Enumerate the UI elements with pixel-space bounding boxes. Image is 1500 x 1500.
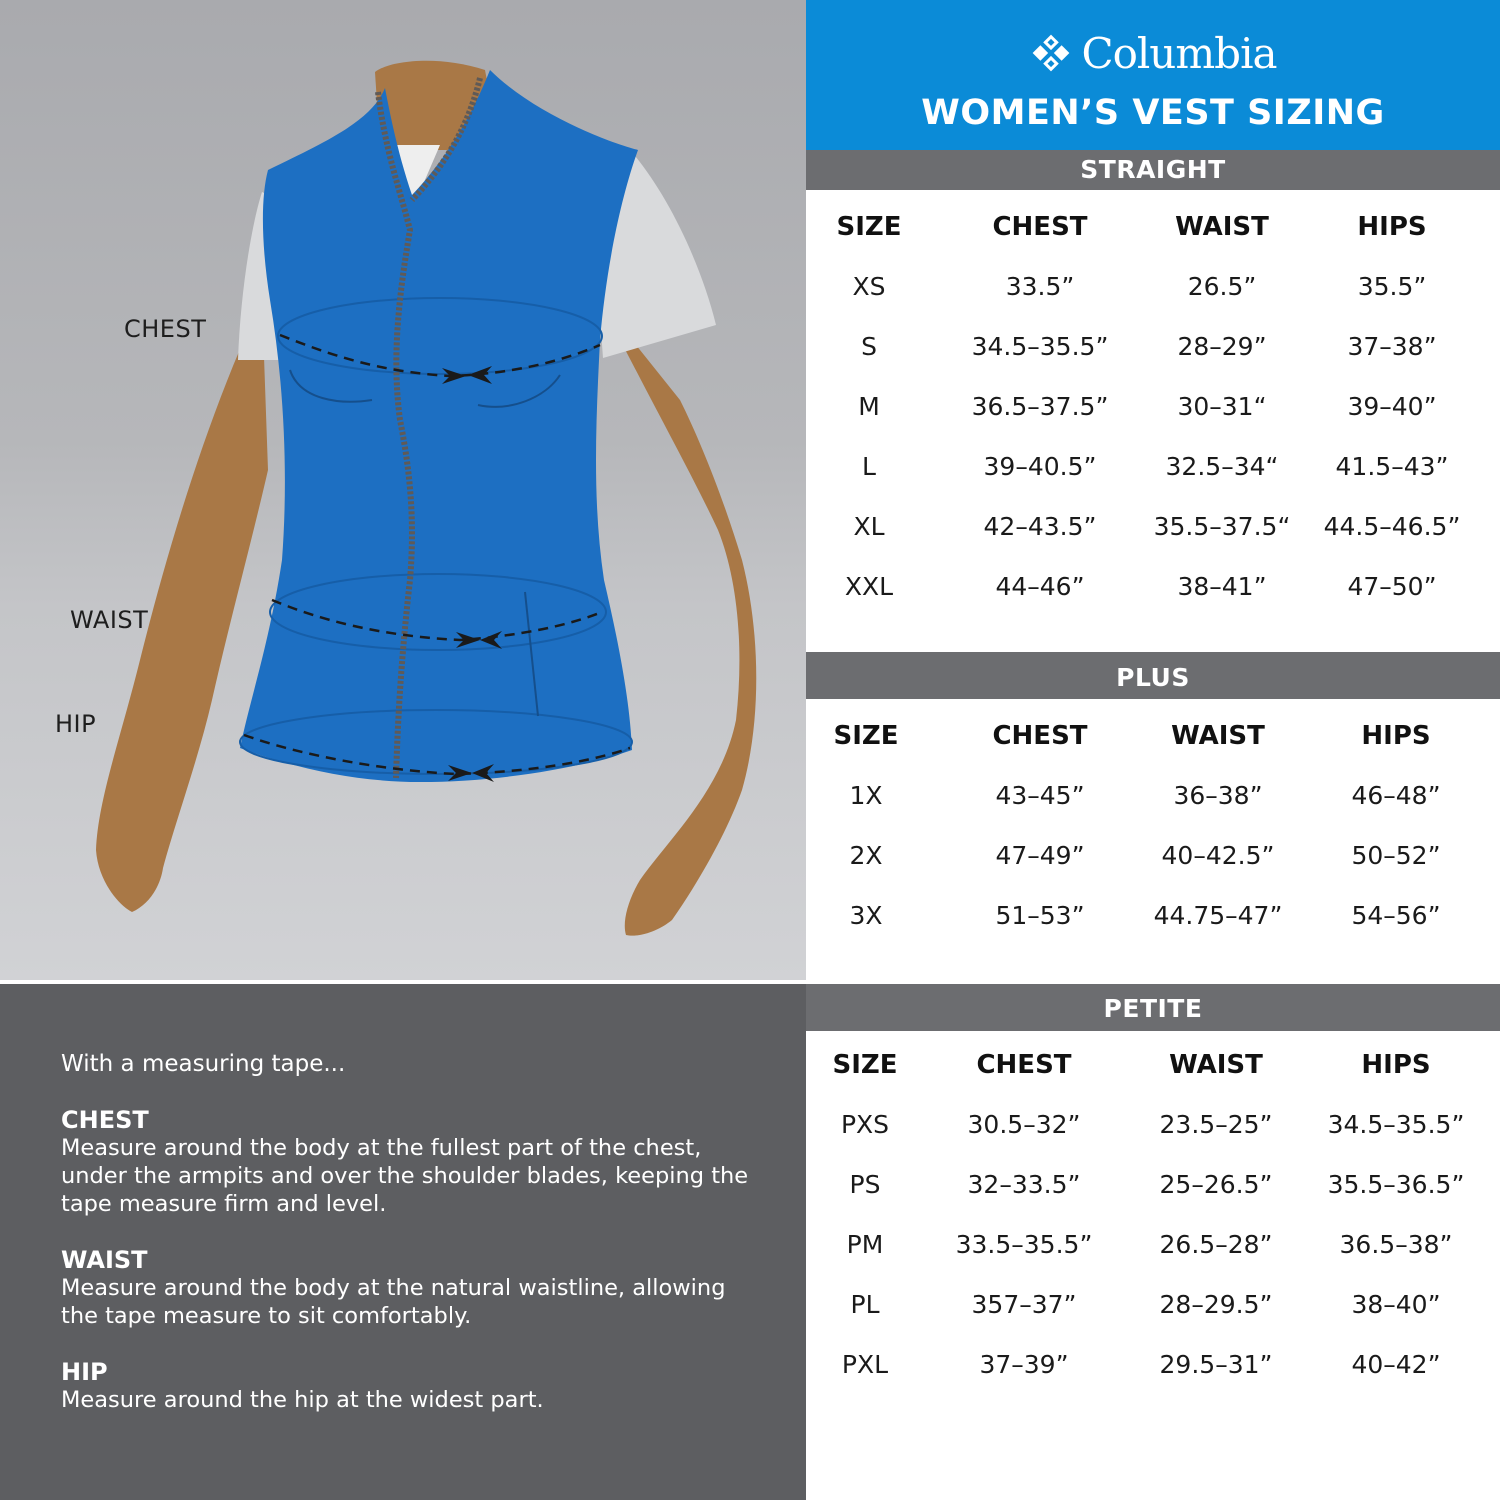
chest-instructions-title: CHEST	[61, 1106, 149, 1134]
measuring-instructions	[0, 984, 806, 1500]
size-cell: 1X	[849, 781, 883, 810]
hips-measurement-cell: 40–42”	[1351, 1350, 1441, 1379]
hip-instructions-title: HIP	[61, 1358, 108, 1386]
column-header-hips: HIPS	[1361, 1050, 1431, 1080]
size-cell: PXL	[841, 1350, 889, 1379]
waist-instructions	[61, 1246, 766, 1330]
size-cell: 2X	[849, 841, 883, 870]
chest-measurement-cell: 43–45”	[995, 781, 1085, 810]
waist-measurement-cell: 35.5–37.5“	[1153, 512, 1291, 541]
hip-label: HIP	[55, 710, 97, 738]
plus-size-table	[806, 699, 1500, 984]
vest-body	[240, 70, 638, 782]
waist-measurement-cell: 28–29”	[1177, 332, 1267, 361]
column-header-waist: WAIST	[1169, 1050, 1263, 1080]
column-header-waist: WAIST	[1175, 212, 1269, 242]
chest-measurement-cell: 37–39”	[979, 1350, 1069, 1379]
vest-on-figure-illustration	[0, 0, 806, 980]
brand-logo-lockup	[806, 26, 1500, 80]
chest-measurement-cell: 357–37”	[971, 1290, 1077, 1319]
waist-measurement-cell: 28–29.5”	[1159, 1290, 1273, 1319]
hips-measurement-cell: 44.5–46.5”	[1323, 512, 1461, 541]
chest-label: CHEST	[124, 315, 207, 343]
column-header-hips: HIPS	[1361, 721, 1431, 751]
size-cell: L	[862, 452, 876, 481]
hips-measurement-cell: 54–56”	[1351, 901, 1441, 930]
column-header-chest: CHEST	[992, 721, 1088, 751]
chest-instructions	[61, 1106, 766, 1218]
hips-measurement-cell: 37–38”	[1347, 332, 1437, 361]
chest-measurement-cell: 33.5–35.5”	[955, 1230, 1093, 1259]
waist-measurement-cell: 26.5”	[1187, 272, 1257, 301]
column-header-chest: CHEST	[976, 1050, 1072, 1080]
straight-size-table	[806, 190, 1500, 652]
waist-measurement-cell: 36–38”	[1173, 781, 1263, 810]
chart-title: WOMEN’S VEST SIZING	[921, 93, 1385, 133]
size-cell: PXS	[840, 1110, 890, 1139]
size-cell: 3X	[849, 901, 883, 930]
columbia-diamond-logo-icon	[1029, 31, 1073, 75]
instructions-intro: With a measuring tape...	[61, 1051, 346, 1077]
column-header-size: SIZE	[833, 721, 899, 751]
waist-instructions-title: WAIST	[61, 1246, 148, 1274]
size-cell: PL	[850, 1290, 880, 1319]
right-arm	[600, 300, 756, 936]
waist-measurement-cell: 32.5–34“	[1165, 452, 1279, 481]
column-header-chest: CHEST	[992, 212, 1088, 242]
petite-section-band: PETITE	[806, 984, 1500, 1031]
size-cell: M	[858, 392, 880, 421]
hips-measurement-cell: 39–40”	[1347, 392, 1437, 421]
chest-measurement-cell: 42–43.5”	[983, 512, 1097, 541]
hips-measurement-cell: 36.5–38”	[1339, 1230, 1453, 1259]
hips-measurement-cell: 50–52”	[1351, 841, 1441, 870]
vest-illustration-panel	[0, 0, 806, 980]
column-header-size: SIZE	[832, 1050, 898, 1080]
chest-instructions-body: Measure around the body at the fullest part of the chest, under the armpits and over the shoulder blades, keeping the tape measure firm and level.	[61, 1135, 749, 1217]
plus-section-band: PLUS	[806, 652, 1500, 699]
waist-measurement-cell: 30–31“	[1177, 392, 1267, 421]
waist-measurement-cell: 23.5–25”	[1159, 1110, 1273, 1139]
chest-measurement-cell: 32–33.5”	[967, 1170, 1081, 1199]
brand-name: Columbia	[1081, 28, 1277, 78]
chest-measurement-cell: 39–40.5”	[983, 452, 1097, 481]
waist-measurement-cell: 44.75–47”	[1153, 901, 1283, 930]
hip-instructions	[61, 1358, 766, 1414]
chest-measurement-cell: 34.5–35.5”	[971, 332, 1109, 361]
waist-measurement-cell: 38–41”	[1177, 572, 1267, 601]
hips-measurement-cell: 47–50”	[1347, 572, 1437, 601]
brand-header	[806, 0, 1500, 150]
chest-measurement-cell: 51–53”	[995, 901, 1085, 930]
chest-measurement-cell: 36.5–37.5”	[971, 392, 1109, 421]
waist-label: WAIST	[70, 606, 149, 634]
column-header-hips: HIPS	[1357, 212, 1427, 242]
waist-measurement-cell: 29.5–31”	[1159, 1350, 1273, 1379]
hips-measurement-cell: 35.5–36.5”	[1327, 1170, 1465, 1199]
column-header-size: SIZE	[836, 212, 902, 242]
hips-measurement-cell: 35.5”	[1357, 272, 1427, 301]
size-cell: XS	[852, 272, 886, 301]
size-cell: S	[861, 332, 877, 361]
hips-measurement-cell: 34.5–35.5”	[1327, 1110, 1465, 1139]
chest-measurement-cell: 47–49”	[995, 841, 1085, 870]
chest-measurement-cell: 30.5–32”	[967, 1110, 1081, 1139]
straight-section-band: STRAIGHT	[806, 150, 1500, 190]
hips-measurement-cell: 46–48”	[1351, 781, 1441, 810]
chest-measurement-cell: 44–46”	[995, 572, 1085, 601]
size-cell: XXL	[844, 572, 894, 601]
size-cell: PS	[849, 1170, 881, 1199]
waist-measurement-cell: 26.5–28”	[1159, 1230, 1273, 1259]
hip-instructions-body: Measure around the hip at the widest part.	[61, 1387, 544, 1413]
hips-measurement-cell: 41.5–43”	[1335, 452, 1449, 481]
petite-size-table	[806, 1031, 1500, 1500]
chest-measurement-cell: 33.5”	[1005, 272, 1075, 301]
column-header-waist: WAIST	[1171, 721, 1265, 751]
size-cell: XL	[853, 512, 885, 541]
waist-measurement-cell: 40–42.5”	[1161, 841, 1275, 870]
hips-measurement-cell: 38–40”	[1351, 1290, 1441, 1319]
waist-instructions-body: Measure around the body at the natural waistline, allowing the tape measure to sit comfortably.	[61, 1275, 726, 1329]
waist-measurement-cell: 25–26.5”	[1159, 1170, 1273, 1199]
size-cell: PM	[846, 1230, 884, 1259]
